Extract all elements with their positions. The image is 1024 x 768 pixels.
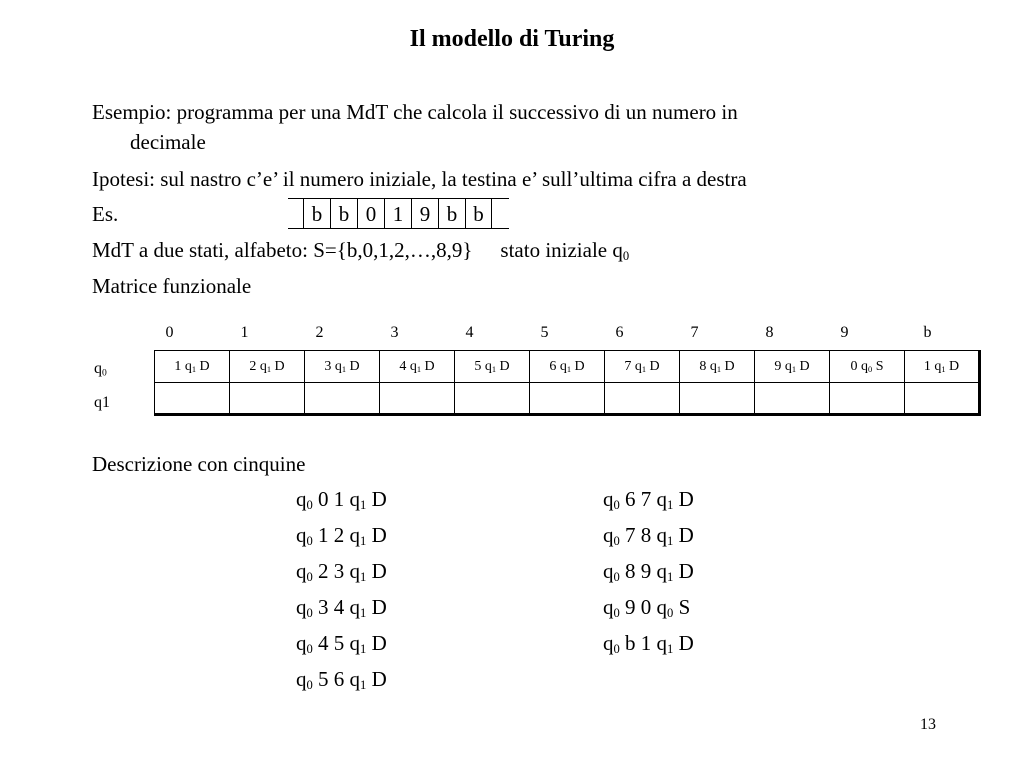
column-header: 5 xyxy=(540,324,549,341)
matrix-cell: 7 $q_1$ D xyxy=(605,351,680,383)
matrix-cell: 1 $q_1$ D xyxy=(155,351,230,383)
column-header: 7 xyxy=(690,324,699,341)
matrix-cell-empty xyxy=(380,383,455,415)
example-label: Es. xyxy=(92,202,119,226)
matrix-row-q1 xyxy=(155,383,980,415)
quintuple: $q_0$ 5 6 $q_1$ D xyxy=(296,667,387,693)
row-header-q1: q1 xyxy=(94,394,110,411)
matrix-cell-empty xyxy=(155,383,230,415)
quintuple: $q_0$ 7 8 $q_1$ D xyxy=(603,523,694,549)
row-header-q0: $q_0$ xyxy=(94,360,107,379)
column-header: 9 xyxy=(840,324,849,341)
functional-matrix xyxy=(154,350,981,416)
tape xyxy=(288,198,509,229)
tape-cell: 0 xyxy=(357,198,384,229)
matrix-cell: 0 $q_0$ S xyxy=(830,351,905,383)
matrix-cell: 8 $q_1$ D xyxy=(680,351,755,383)
column-header: 1 xyxy=(240,324,249,341)
matrix-cell-empty xyxy=(830,383,905,415)
matrix-cell-empty xyxy=(605,383,680,415)
matrix-cell-empty xyxy=(755,383,830,415)
mdt-description xyxy=(92,236,629,264)
initial-state-text: stato iniziale q xyxy=(500,238,623,262)
quintuple: $q_0$ 3 4 $q_1$ D xyxy=(296,595,387,621)
page-number: 13 xyxy=(920,716,936,733)
column-header: 0 xyxy=(165,324,174,341)
matrix-cell: 1 $q_1$ D xyxy=(905,351,980,383)
tape-cell: 1 xyxy=(384,198,411,229)
column-header: 4 xyxy=(465,324,474,341)
matrix-label: Matrice funzionale xyxy=(92,274,252,298)
tape-edge-right xyxy=(492,198,509,229)
quintuple: $q_0$ 4 5 $q_1$ D xyxy=(296,631,387,657)
column-header: 8 xyxy=(765,324,774,341)
column-header: b xyxy=(923,324,932,341)
matrix-cell-empty xyxy=(680,383,755,415)
matrix-cell-empty xyxy=(905,383,980,415)
hypothesis-text: Ipotesi: sul nastro c’e’ il numero iniziale, la testina e’ sull’ultima cifra a destra xyxy=(92,167,747,191)
example-text-line1: Esempio: programma per una MdT che calcola il successivo di un numero in xyxy=(92,100,738,124)
tape-cell: b xyxy=(303,198,330,229)
example-text-line2: decimale xyxy=(130,130,206,154)
matrix-cell: 9 $q_1$ D xyxy=(755,351,830,383)
initial-state-subscript: 0 xyxy=(622,249,630,264)
column-header: 6 xyxy=(615,324,624,341)
quintuple: $q_0$ 8 9 $q_1$ D xyxy=(603,559,694,585)
column-header: 3 xyxy=(390,324,399,341)
quintuples-label: Descrizione con cinquine xyxy=(92,452,306,476)
tape-cell: b xyxy=(438,198,465,229)
tape-cell: b xyxy=(330,198,357,229)
matrix-cell-empty xyxy=(530,383,605,415)
quintuple: $q_0$ 9 0 $q_0$ S xyxy=(603,595,691,621)
matrix-cell: 4 $q_1$ D xyxy=(380,351,455,383)
tape-edge-left xyxy=(288,198,303,229)
matrix-cell: 5 $q_1$ D xyxy=(455,351,530,383)
slide-title: Il modello di Turing xyxy=(409,26,615,52)
quintuple: $q_0$ 0 1 $q_1$ D xyxy=(296,487,387,513)
tape-cell: b xyxy=(465,198,492,229)
quintuple: $q_0$ b 1 $q_1$ D xyxy=(603,631,694,657)
quintuple: $q_0$ 1 2 $q_1$ D xyxy=(296,523,387,549)
column-header: 2 xyxy=(315,324,324,341)
matrix-cell: 3 $q_1$ D xyxy=(305,351,380,383)
matrix-row-q0 xyxy=(155,351,980,383)
matrix-cell: 6 $q_1$ D xyxy=(530,351,605,383)
matrix-cell-empty xyxy=(230,383,305,415)
quintuple: $q_0$ 6 7 $q_1$ D xyxy=(603,487,694,513)
matrix-cell-empty xyxy=(455,383,530,415)
matrix-cell: 2 $q_1$ D xyxy=(230,351,305,383)
alphabet-text: MdT a due stati, alfabeto: S={b,0,1,2,…,8,9} xyxy=(92,238,473,262)
tape-cell: 9 xyxy=(411,198,438,229)
matrix-cell-empty xyxy=(305,383,380,415)
quintuple: $q_0$ 2 3 $q_1$ D xyxy=(296,559,387,585)
